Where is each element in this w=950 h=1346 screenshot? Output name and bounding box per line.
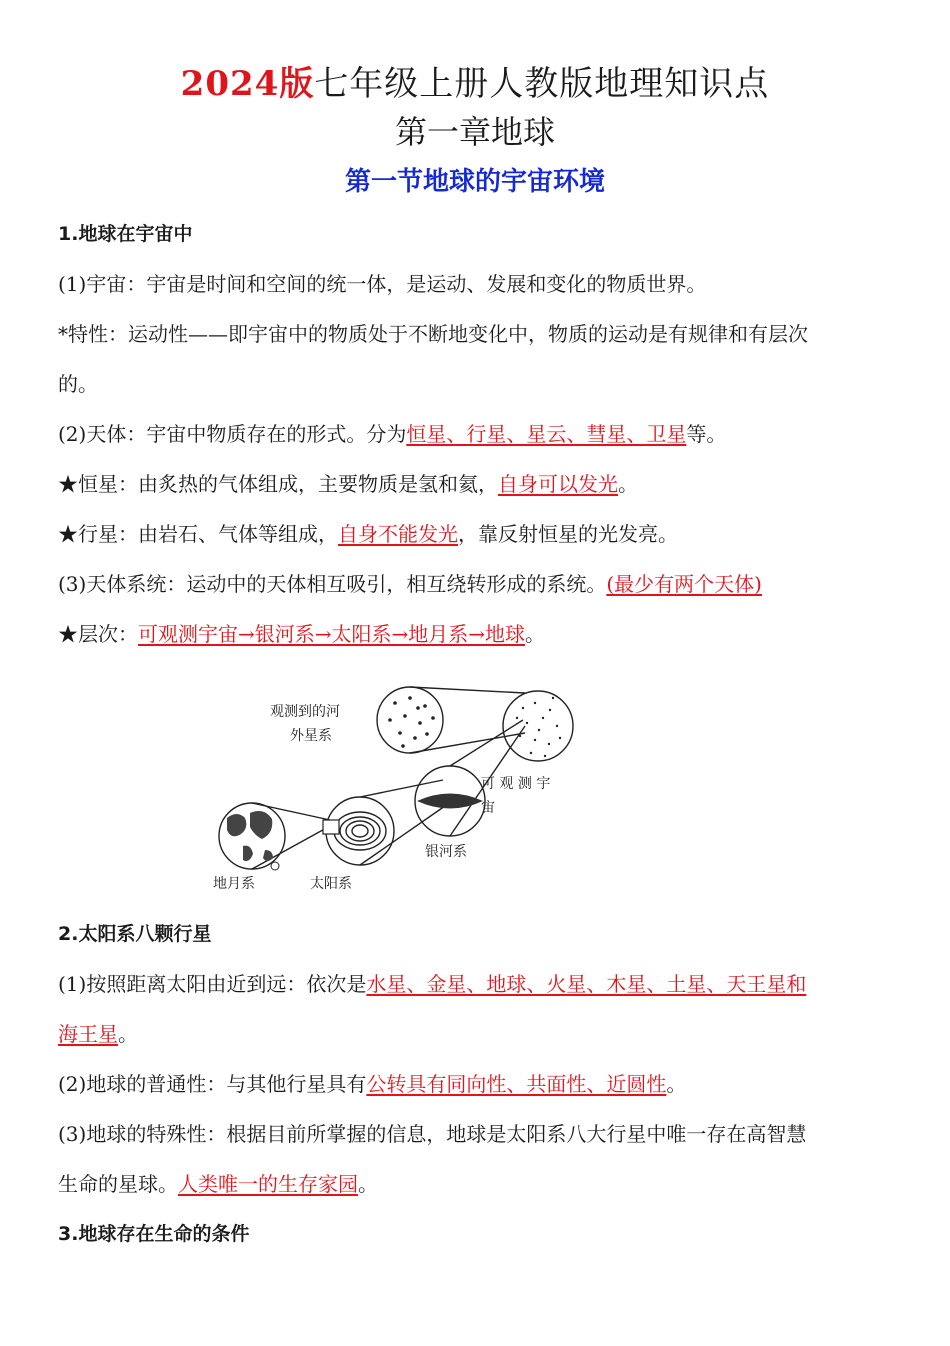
label-universe-2: 宙 bbox=[481, 800, 495, 816]
title-year: 2024 bbox=[180, 64, 280, 104]
text: (2)地球的普通性：与其他行星具有 bbox=[58, 1072, 367, 1096]
text: ★层次： bbox=[58, 622, 138, 646]
text: 。 bbox=[618, 472, 638, 496]
label-galaxies-2: 外星系 bbox=[290, 728, 332, 744]
heading-2: 2.太阳系八颗行星 bbox=[58, 923, 212, 945]
celestial-system-diagram bbox=[205, 668, 585, 908]
text: ，靠反射恒星的光发亮。 bbox=[458, 522, 678, 546]
para-earth-common bbox=[58, 1070, 898, 1098]
text: ★行星：由岩石、气体等组成， bbox=[58, 522, 338, 546]
para-celestial-system bbox=[58, 570, 898, 598]
highlight: 恒星、行星、星云、彗星、卫星 bbox=[406, 422, 687, 446]
text: (3)天体系统：运动中的天体相互吸引，相互绕转形成的系统。 bbox=[58, 572, 607, 596]
text: 。 bbox=[666, 1072, 687, 1096]
para-characteristic-a: *特性：运动性——即宇宙中的物质处于不断地变化中，物质的运动是有规律和有层次 bbox=[58, 322, 808, 346]
text: 。 bbox=[358, 1172, 378, 1196]
text: (2)天体：宇宙中物质存在的形式。分为 bbox=[58, 422, 407, 446]
text: ★恒星：由炙热的气体组成，主要物质是氢和氦， bbox=[58, 472, 498, 496]
text: 。 bbox=[118, 1022, 138, 1046]
para-celestial-bodies bbox=[58, 420, 898, 448]
text: 生命的星球。 bbox=[58, 1172, 178, 1196]
highlight: 公转具有同向性、共面性、近圆性 bbox=[366, 1072, 667, 1096]
chapter-title: 第一章地球 bbox=[394, 113, 555, 151]
document-title bbox=[0, 58, 950, 110]
highlight: 自身可以发光 bbox=[498, 472, 618, 496]
label-solar: 太阳系 bbox=[310, 876, 352, 892]
heading-3: 3.地球存在生命的条件 bbox=[58, 1223, 250, 1245]
text: 。 bbox=[525, 622, 546, 646]
highlight: 水星、金星、地球、火星、木星、土星、天王星和 bbox=[366, 972, 807, 996]
highlight: 海王星 bbox=[58, 1022, 118, 1046]
label-milkyway: 银河系 bbox=[425, 844, 467, 860]
para-hierarchy bbox=[58, 620, 898, 648]
title-rest: 七年级上册人教版地理知识点 bbox=[314, 64, 770, 104]
label-galaxies-1: 观测到的河 bbox=[270, 704, 340, 720]
label-universe-1: 可 观 测 宇 bbox=[481, 776, 551, 792]
title-ban: 版 bbox=[279, 64, 315, 104]
para-planet bbox=[58, 520, 898, 548]
highlight: 自身不能发光 bbox=[338, 522, 458, 546]
para-star bbox=[58, 470, 898, 498]
para-earth-special-b bbox=[58, 1170, 898, 1198]
diagram-svg bbox=[205, 668, 585, 908]
highlight: 人类唯一的生存家园 bbox=[178, 1172, 358, 1196]
para-universe: (1)宇宙：宇宙是时间和空间的统一体，是运动、发展和变化的物质世界。 bbox=[58, 272, 707, 296]
heading-1: 1.地球在宇宙中 bbox=[58, 223, 193, 245]
text: (1)按照距离太阳由近到远：依次是 bbox=[58, 972, 367, 996]
section-title: 第一节地球的宇宙环境 bbox=[344, 167, 605, 197]
para-characteristic-b: 的。 bbox=[58, 372, 98, 396]
highlight: 可观测宇宙→银河系→太阳系→地月系→地球 bbox=[138, 622, 526, 646]
highlight: (最少有两个天体) bbox=[606, 572, 762, 596]
label-earthmoon: 地月系 bbox=[213, 876, 255, 892]
para-earth-special-a: (3)地球的特殊性：根据目前所掌握的信息，地球是太阳系八大行星中唯一存在高智慧 bbox=[58, 1122, 807, 1146]
text: 等。 bbox=[686, 422, 727, 446]
para-planet-order-a bbox=[58, 970, 898, 998]
para-planet-order-b bbox=[58, 1020, 898, 1048]
